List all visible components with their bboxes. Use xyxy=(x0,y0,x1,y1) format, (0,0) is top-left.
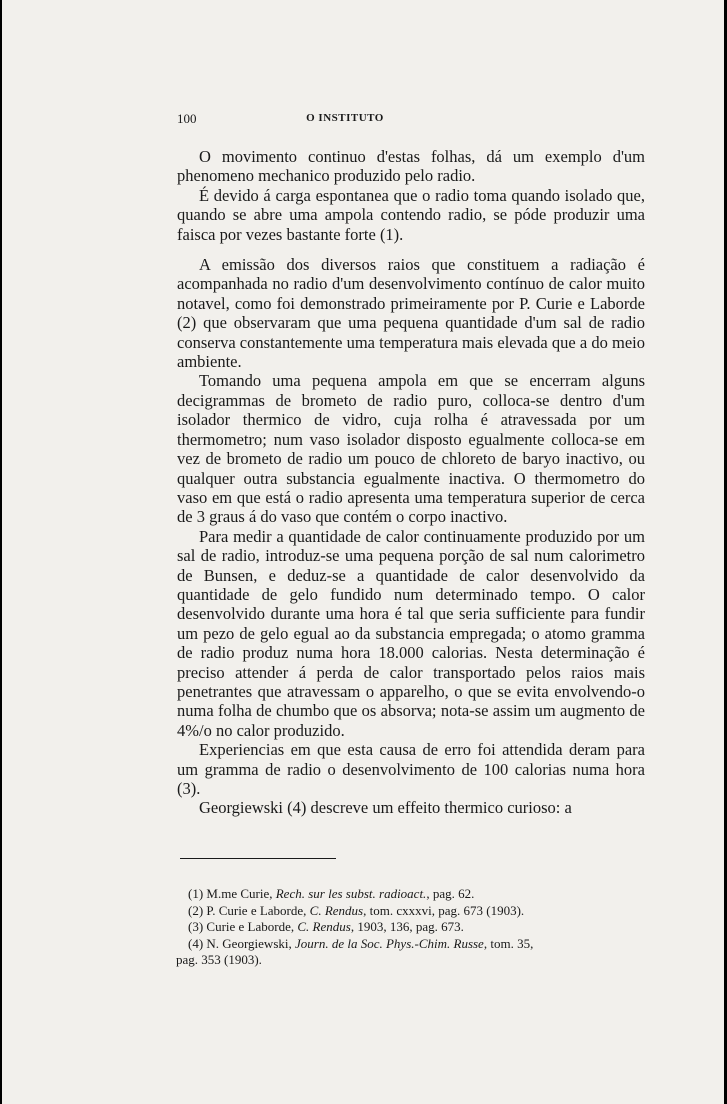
footnotes xyxy=(176,886,650,969)
footnote-4: (4) N. Georgiewski, Journ. de la Soc. Phys.-Chim. Russe, tom. 35, xyxy=(188,935,534,951)
paragraph: O movimento continuo d'estas folhas, dá um exemplo d'um phenomeno mechanico produzido pelo radio. xyxy=(177,147,645,186)
page-header xyxy=(175,111,515,131)
paragraph: Para medir a quantidade de calor continuamente produzido por um sal de radio, introduz-se uma pequena porção de sal num calorimetro de Bunsen, e deduz-se a quantidade de calor desenvolvido da quantidade de gelo fundido num determinado tempo. O calor desenvolvido durante uma hora é tal que seria sufficiente para fundir um pezo de gelo egual ao da substancia empregada; o atomo gramma de radio produz numa hora 18.000 calorias. Nesta determinação é preciso attender á perda de calor transportado pelos raios mais penetrantes que atravessam o apparelho, o que se evita envolvendo-o numa folha de chumbo que os absorva; nota-se assim um augmento de 4%/o no calor produzido. xyxy=(177,526,645,740)
running-title: O INSTITUTO xyxy=(306,112,384,124)
footnote-2: (2) P. Curie e Laborde, C. Rendus, tom. cxxxvi, pag. 673 (1903). xyxy=(188,902,525,918)
book-page xyxy=(2,0,724,1104)
footnote-4-continuation: pag. 353 (1903). xyxy=(176,952,262,967)
paragraph: A emissão dos diversos raios que constituem a radiação é acompanhada no radio d'um desenvolvimento contínuo de calor muito notavel, como foi demonstrado primeiramente por P. Curie e Laborde (2) que observaram que uma pequena quantidade d'um sal de radio conserva constantemente uma temperatura mais elevada que a do meio ambiente. xyxy=(177,255,645,372)
paragraph: Experiencias em que esta causa de erro foi attendida deram para um gramma de radio o desenvolvimento de 100 calorias numa hora (3). xyxy=(177,740,645,798)
page-number: 100 xyxy=(177,111,197,126)
footnote-3: (3) Curie e Laborde, C. Rendus, 1903, 136, pag. 673. xyxy=(188,919,464,934)
paragraph: Tomando uma pequena ampola em que se encerram alguns decigrammas de brometo de radio puro, colloca-se dentro d'um isolador thermico de vidro, cuja rolha é atravessada por um thermometro; num vaso isolador disposto egualmente colloca-se em vez de brometo de radio um pouco de chloreto de baryo inactivo, ou qualquer outra substancia egualmente inactiva. O thermometro do vaso em que está o radio apresenta uma temperatura superior de cerca de 3 graus á do vaso que contém o corpo inactivo. xyxy=(177,371,645,527)
paragraph: Georgiewski (4) descreve um effeito thermico curioso: a xyxy=(199,798,572,818)
body-text xyxy=(177,147,645,818)
footnote-divider xyxy=(180,858,336,859)
paragraph: É devido á carga espontanea que o radio toma quando isolado que, quando se abre uma ampola contendo radio, se póde produzir uma faisca por vezes bastante forte (1). xyxy=(177,185,645,244)
footnote-1: (1) M.me Curie, Rech. sur les subst. radioact., pag. 62. xyxy=(188,886,475,901)
